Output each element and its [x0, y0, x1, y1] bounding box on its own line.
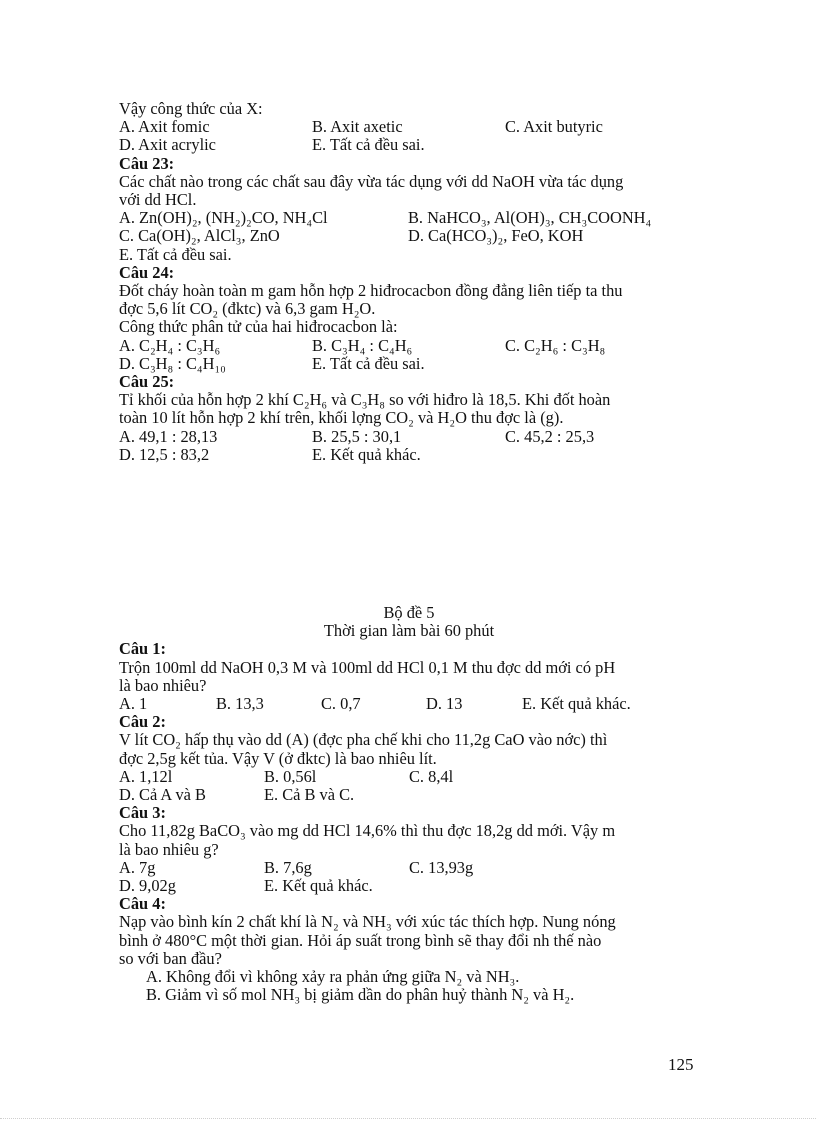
s2-title: Câu 2: — [119, 712, 166, 732]
s3-text-1: Cho 11,82g BaCO₃ vào mg dd HCl 14,6% thì thu đợc 18,2g dd mới. Vậy m — [119, 821, 616, 841]
s4-option-a: A. Không đổi vì không xảy ra phản ứng giữa N₂ và NH₃. — [146, 966, 520, 986]
q22-option-e: E. Tất cả đều sai. — [312, 135, 425, 155]
s1-options-row — [119, 695, 699, 713]
q23-options-row-2 — [119, 227, 699, 245]
s2-options-row-2 — [119, 786, 699, 804]
q25-options-row-2 — [119, 446, 699, 464]
q24-text-3: Công thức phân tử của hai hiđrocacbon là: — [119, 317, 398, 337]
s4-text-3: so với ban đầu? — [119, 948, 222, 968]
s1-option-d: D. 13 — [426, 693, 463, 713]
q22-options-row-1 — [119, 118, 699, 136]
s1-option-c: C. 0,7 — [321, 693, 361, 713]
q22-option-d: D. Axit acrylic — [119, 135, 216, 155]
s3-text-2: là bao nhiêu g? — [119, 839, 219, 859]
q24-option-a: A. C₂H₄ : C₃H₆ — [119, 335, 221, 355]
q22-option-b: B. Axit axetic — [312, 117, 403, 137]
intro-line: Vậy công thức của X: — [119, 99, 263, 118]
q24-option-d: D. C₃H₈ : C₄H₁₀ — [119, 353, 226, 373]
s1-text-1: Trộn 100ml dd NaOH 0,3 M và 100ml dd HCl 0,1 M thu đợc dd mới có pH — [119, 657, 616, 677]
q22-option-c: C. Axit butyric — [505, 117, 603, 137]
q23-option-c: C. Ca(OH)₂, AlCl₃, ZnO — [119, 226, 280, 246]
s3-option-c: C. 13,93g — [409, 857, 474, 877]
s4-text-2: bình ở 480°C một thời gian. Hỏi áp suất trong bình sẽ thay đổi nh thế nào — [119, 930, 602, 950]
s4-option-b: B. Giảm vì số mol NH₃ bị giảm dần do phân huỷ thành N₂ và H₂. — [146, 985, 575, 1005]
s2-option-b: B. 0,56l — [264, 766, 317, 786]
q25-option-a: A. 49,1 : 28,13 — [119, 426, 218, 446]
q24-options-row-1 — [119, 337, 699, 355]
page-number: 125 — [668, 1055, 694, 1074]
s2-option-c: C. 8,4l — [409, 766, 454, 786]
q25-title: Câu 25: — [119, 371, 175, 391]
s3-option-b: B. 7,6g — [264, 857, 312, 877]
s1-option-b: B. 13,3 — [216, 693, 264, 713]
set-time: Thời gian làm bài 60 phút — [323, 621, 495, 641]
set-title: Bộ đề 5 — [383, 602, 435, 622]
q24-options-row-2 — [119, 355, 699, 373]
s3-options-row-1 — [119, 859, 699, 877]
q23-option-b: B. NaHCO₃, Al(OH)₃, CH₃COONH₄ — [408, 208, 652, 228]
q24-option-b: B. C₃H₄ : C₄H₆ — [312, 335, 413, 355]
s3-options-row-2 — [119, 877, 699, 895]
s1-text-2: là bao nhiêu? — [119, 675, 207, 695]
bottom-dotted-border — [0, 1118, 816, 1119]
q25-text-2: toàn 10 lít hỗn hợp 2 khí trên, khối lợng CO₂ và H₂O thu đợc là (g). — [119, 408, 564, 428]
section-gap — [119, 464, 699, 604]
s2-text-1: V lít CO₂ hấp thụ vào dd (A) (đợc pha chế khi cho 11,2g CaO vào nớc) thì — [119, 730, 608, 750]
s1-option-e: E. Kết quả khác. — [522, 693, 631, 713]
document-page — [119, 100, 699, 1004]
q23-option-d: D. Ca(HCO₃)₂, FeO, KOH — [408, 226, 584, 246]
q22-option-a: A. Axit fomic — [119, 117, 210, 137]
q25-option-c: C. 45,2 : 25,3 — [505, 426, 595, 446]
q23-text-1: Các chất nào trong các chất sau đây vừa tác dụng với dd NaOH vừa tác dụng — [119, 171, 624, 191]
q25-text-1: Tỉ khối của hỗn hợp 2 khí C₂H₆ và C₃H₈ so với hiđro là 18,5. Khi đốt hoàn — [119, 390, 611, 410]
s1-title: Câu 1: — [119, 639, 166, 659]
s3-option-e: E. Kết quả khác. — [264, 875, 373, 895]
q25-options-row-1 — [119, 428, 699, 446]
q24-text-1: Đốt cháy hoàn toàn m gam hỗn hợp 2 hiđrocacbon đồng đẳng liên tiếp ta thu — [119, 280, 623, 300]
q23-title: Câu 23: — [119, 153, 175, 173]
q24-option-e: E. Tất cả đều sai. — [312, 353, 425, 373]
q23-options-row-1 — [119, 209, 699, 227]
q24-text-2: đợc 5,6 lít CO₂ (đktc) và 6,3 gam H₂O. — [119, 299, 376, 319]
q24-option-c: C. C₂H₆ : C₃H₈ — [505, 335, 606, 355]
s4-text-1: Nạp vào bình kín 2 chất khí là N₂ và NH₃ với xúc tác thích hợp. Nung nóng — [119, 912, 616, 932]
q23-option-a: A. Zn(OH)₂, (NH₂)₂CO, NH₄Cl — [119, 208, 328, 228]
q23-text-2: với dd HCl. — [119, 189, 197, 209]
q25-option-e: E. Kết quả khác. — [312, 444, 421, 464]
s3-title: Câu 3: — [119, 803, 166, 823]
s2-text-2: đợc 2,5g kết tủa. Vậy V (ở đktc) là bao nhiêu lít. — [119, 748, 437, 768]
q25-option-d: D. 12,5 : 83,2 — [119, 444, 210, 464]
q24-title: Câu 24: — [119, 262, 175, 282]
s4-title: Câu 4: — [119, 894, 166, 914]
q23-option-e: E. Tất cả đều sai. — [119, 244, 232, 264]
s3-option-a: A. 7g — [119, 857, 156, 877]
s2-option-e: E. Cả B và C. — [264, 784, 355, 804]
s1-option-a: A. 1 — [119, 693, 148, 713]
s2-option-d: D. Cả A và B — [119, 784, 206, 804]
s2-option-a: A. 1,12l — [119, 766, 173, 786]
q25-option-b: B. 25,5 : 30,1 — [312, 426, 402, 446]
q22-options-row-2 — [119, 136, 699, 154]
s2-options-row-1 — [119, 768, 699, 786]
s3-option-d: D. 9,02g — [119, 875, 176, 895]
